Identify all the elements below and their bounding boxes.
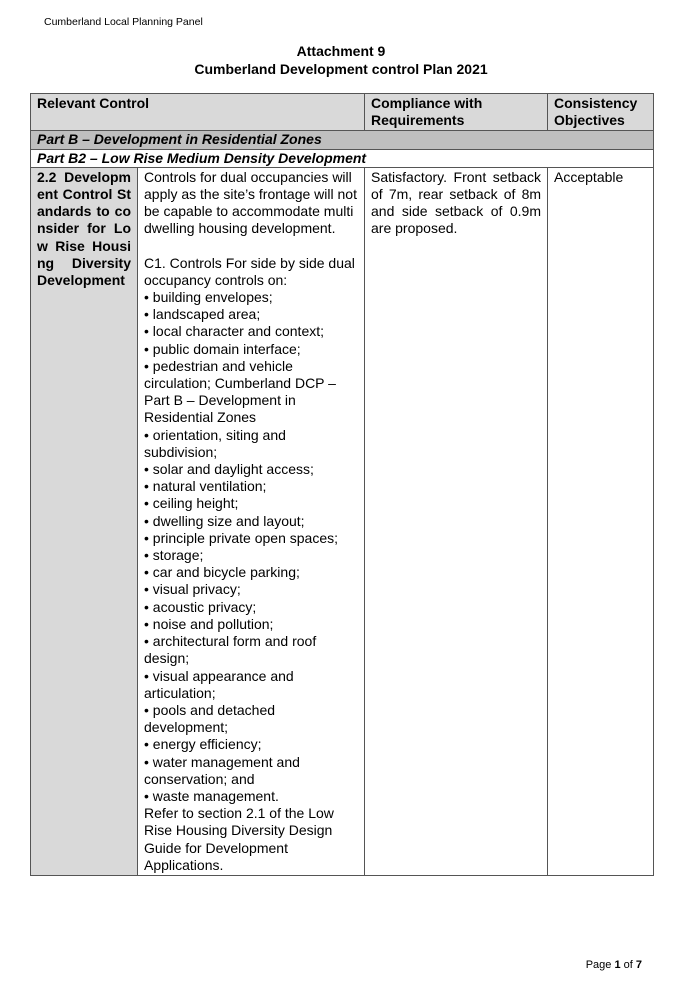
list-item: • solar and daylight access;	[144, 461, 358, 478]
list-item: • pools and detached development;	[144, 702, 358, 736]
page-total: 7	[635, 959, 642, 971]
page-number	[586, 959, 642, 971]
list-item: • building envelopes;	[144, 289, 358, 306]
list-item: • pedestrian and vehicle circulation; Cumberland DCP – Part B – Development in Residential Zones	[144, 358, 358, 427]
list-item: • natural ventilation;	[144, 478, 358, 495]
section-row	[31, 131, 654, 149]
list-item: • waste management.	[144, 788, 358, 805]
page-separator: of	[620, 959, 636, 971]
list-item: • orientation, siting and subdivision;	[144, 427, 358, 461]
page-label: Page	[585, 959, 615, 971]
c1-heading: C1. Controls For side by side dual occupancy controls on:	[144, 254, 355, 288]
header-consistency: Consistency Objectives	[548, 94, 654, 131]
header-relevant-control: Relevant Control	[31, 94, 365, 131]
subsection-heading: Part B2 – Low Rise Medium Density Development	[31, 149, 654, 167]
header-compliance: Compliance with Requirements	[365, 94, 548, 131]
list-item: • energy efficiency;	[144, 736, 358, 753]
document-title: Cumberland Development control Plan 2021	[194, 61, 488, 77]
page-current: 1	[614, 959, 621, 971]
consistency-cell: Acceptable	[548, 167, 654, 875]
list-item: • principle private open spaces;	[144, 530, 358, 547]
list-item: • dwelling size and layout;	[144, 513, 358, 530]
section-heading: Part B – Development in Residential Zones	[31, 131, 654, 149]
list-item: • visual appearance and articulation;	[144, 668, 358, 702]
running-header: Cumberland Local Planning Panel	[44, 16, 203, 28]
list-item: • water management and conservation; and	[144, 754, 358, 788]
list-item: • storage;	[144, 547, 358, 564]
list-item: • noise and pollution;	[144, 616, 358, 633]
list-item: • architectural form and roof design;	[144, 633, 358, 667]
subsection-row	[31, 149, 654, 167]
controls-table	[30, 93, 654, 876]
list-item: • landscaped area;	[144, 306, 358, 323]
list-item: • visual privacy;	[144, 581, 358, 598]
compliance-cell: Satisfactory. Front setback of 7m, rear setback of 8m and side setback of 0.9m are proposed.	[365, 167, 548, 875]
reference-note: Refer to section 2.1 of the Low Rise Housing Diversity Design Guide for Development Applications.	[144, 805, 334, 873]
table-header-row	[31, 94, 654, 131]
list-item: • public domain interface;	[144, 341, 358, 358]
control-name-cell: 2.2 Development Control Standards to consider for Low Rise Housing Diversity Development	[31, 167, 138, 875]
table-row	[31, 167, 654, 875]
c1-list	[144, 289, 358, 805]
list-item: • car and bicycle parking;	[144, 564, 358, 581]
control-details-cell	[138, 167, 365, 875]
attachment-title: Attachment 9	[296, 43, 386, 59]
list-item: • ceiling height;	[144, 495, 358, 512]
control-intro: Controls for dual occupancies will apply as the site’s frontage will not be capable to accommodate multi dwelling housing development.	[144, 168, 357, 237]
list-item: • local character and context;	[144, 323, 358, 340]
list-item: • acoustic privacy;	[144, 599, 358, 616]
